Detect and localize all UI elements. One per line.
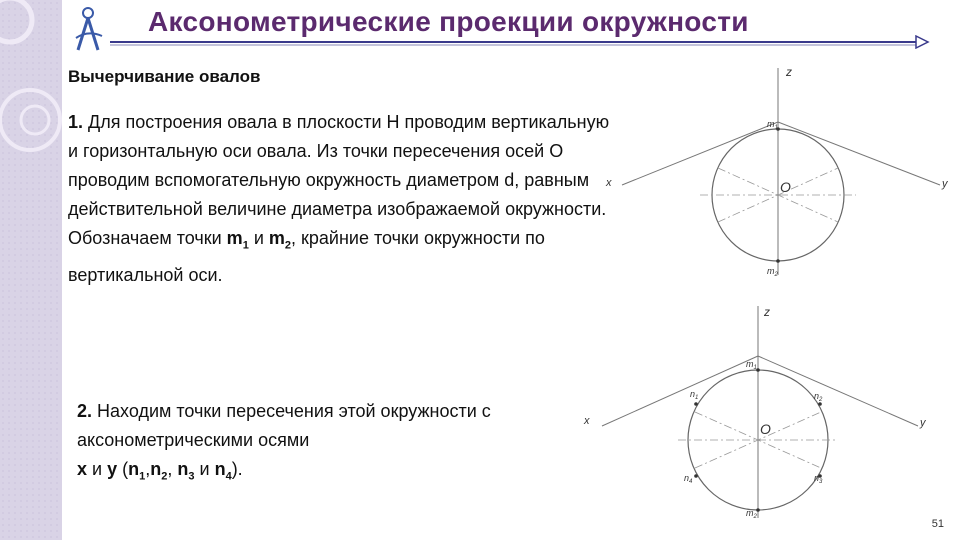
slide-title: Аксонометрические проекции окружности (148, 6, 749, 37)
axis-x-label: x (77, 459, 88, 479)
label-y: y (942, 178, 948, 190)
y-axis (758, 356, 918, 426)
figure-1-circle-with-axes (600, 60, 960, 290)
label-n1: $n_1$ (690, 389, 699, 401)
point-n4: $n_4$ (214, 459, 232, 483)
x-axis (622, 122, 778, 185)
step-1-body-end: , крайние точки окружности по вертикальной оси. (68, 228, 545, 285)
point-n2: $n_2$ (150, 459, 168, 483)
step-1-text (68, 108, 613, 290)
label-m2: $m_2$ (746, 508, 757, 520)
label-o: O (780, 179, 791, 195)
point-n1: $n_1$ (128, 459, 146, 483)
label-m2: $m_2$ (767, 266, 778, 278)
step-2-body: Находим точки пересечения этой окружности с аксонометрическими осями (77, 401, 491, 450)
step-2-number: 2. (77, 401, 93, 421)
label-x: x (606, 177, 612, 189)
label-z: z (786, 65, 792, 79)
label-z: z (764, 305, 770, 319)
y-axis (778, 122, 940, 185)
section-heading: Вычерчивание овалов (68, 67, 261, 86)
step-1-body-start: Для построения овала в плоскости Н проводим вертикальную и горизонтальную оси овала. Из точки пересечения осей О проводим вспомогательную окружность диаметром d, равным действительной величине диаметра изображаемой окружности. Обозначаем точки (68, 112, 610, 248)
point-m2: $m_2$ (268, 228, 292, 252)
step-2-text: 2. Находим точки пересечения этой окружности с аксонометрическими осями x и y ($n_1,n_2$, $n_3$ и $n_4$). (77, 401, 491, 483)
point-n3: $n_3$ (177, 459, 195, 483)
label-n2: $n_2$ (814, 391, 823, 403)
step-1-and: и (248, 228, 269, 248)
label-m1: $m_1$ (767, 119, 778, 131)
point-m1: $m_1$ (226, 228, 249, 252)
sidebar-decoration (0, 0, 62, 540)
sidebar-circles (0, 0, 62, 540)
title-underline-arrow (110, 35, 930, 49)
label-n3: $n_3$ (814, 473, 823, 485)
label-x: x (584, 415, 590, 427)
x-axis (602, 356, 758, 426)
label-o: O (760, 421, 771, 437)
label-m1: $m_1$ (746, 359, 757, 371)
compass-logo-icon (66, 4, 114, 56)
page-number: 51 (931, 518, 944, 530)
axis-y-label: y (107, 459, 118, 479)
step-1-number: 1. (68, 112, 84, 132)
label-y: y (920, 417, 926, 429)
figure-2-circle-with-intersections (570, 300, 960, 530)
label-n4: $n_4$ (684, 473, 693, 485)
